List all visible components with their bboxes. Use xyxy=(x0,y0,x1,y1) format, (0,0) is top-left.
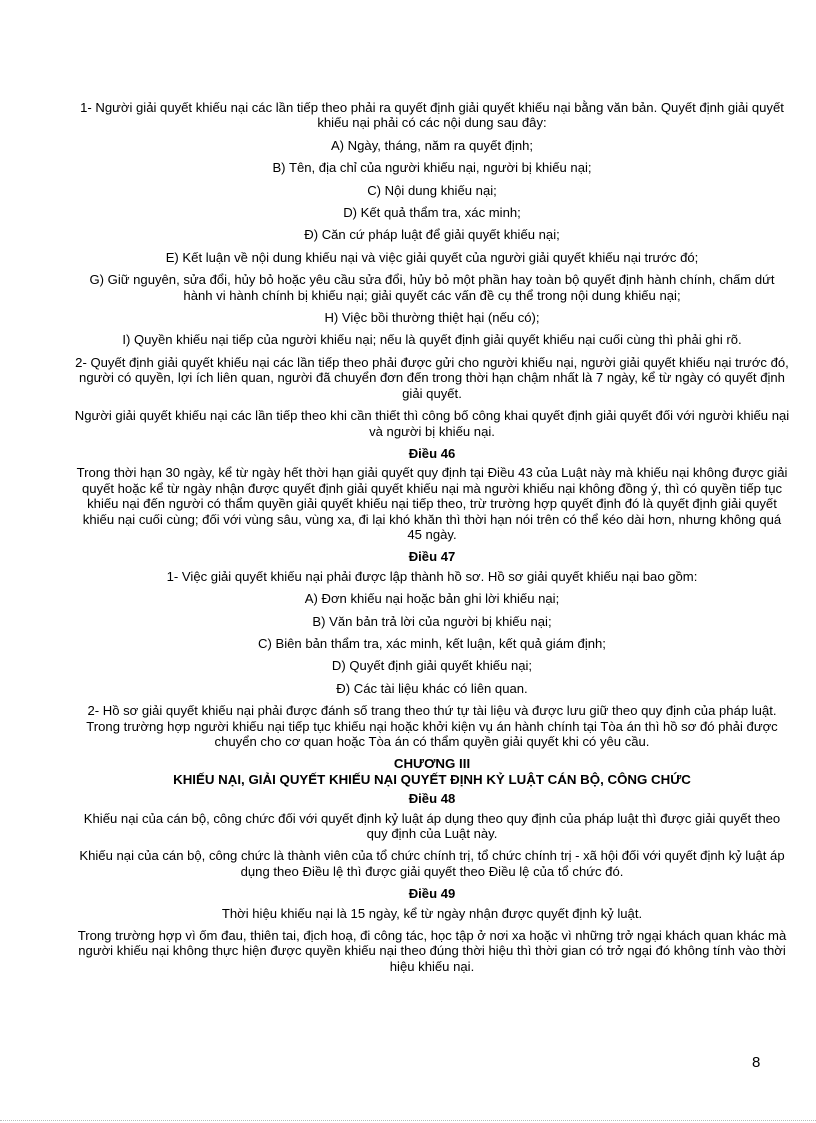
paragraph: 1- Việc giải quyết khiếu nại phải được lập thành hồ sơ. Hồ sơ giải quyết khiếu nại bao gồm: xyxy=(166,568,698,584)
paragraph: A) Ngày, tháng, năm ra quyết định; xyxy=(330,137,534,153)
paragraph: B) Tên, địa chỉ của người khiếu nại, người bị khiếu nại; xyxy=(272,160,592,176)
article-heading: Điều 49 xyxy=(408,886,456,902)
paragraph: Đ) Các tài liệu khác có liên quan. xyxy=(336,680,528,696)
paragraph: E) Kết luận về nội dung khiếu nại và việc giải quyết của người giải quyết khiếu nại trước đó; xyxy=(165,249,699,265)
page-bottom-rule xyxy=(0,1120,816,1121)
paragraph: C) Nội dung khiếu nại; xyxy=(367,182,497,198)
paragraph: A) Đơn khiếu nại hoặc bản ghi lời khiếu nại; xyxy=(304,591,560,607)
paragraph: C) Biên bản thẩm tra, xác minh, kết luận, kết quả giám định; xyxy=(258,635,606,651)
paragraph: Thời hiệu khiếu nại là 15 ngày, kể từ ngày nhận được quyết định kỷ luật. xyxy=(221,905,643,921)
paragraph: Đ) Căn cứ pháp luật để giải quyết khiếu nại; xyxy=(304,227,560,243)
paragraph: Trong thời hạn 30 ngày, kể từ ngày hết thời hạn giải quyết quy định tại Điều 43 của Luật này mà khiếu nại không được giải quyết hoặc kể từ ngày nhận được quyết định giải quyết khiếu nại mà người khiếu nại không đồng ý, thì có quyền tiếp tục khiếu nại đến người có thẩm quyền giải quyết khiếu nại tiếp theo, trừ trường hợp quyết định đó là quyết định giải quyết khiếu nại cuối cùng; đối với vùng sâu, vùng xa, đi lại khó khăn thì thời hạn nói trên có thể kéo dài hơn, nhưng không quá 45 ngày. xyxy=(76,465,788,542)
article-heading: Điều 48 xyxy=(408,791,456,807)
paragraph: I) Quyền khiếu nại tiếp của người khiếu nại; nếu là quyết định giải quyết khiếu nại cuối cùng thì phải ghi rõ. xyxy=(122,332,742,348)
paragraph: 2- Quyết định giải quyết khiếu nại các lần tiếp theo phải được gửi cho người khiếu nại, người giải quyết khiếu nại trước đó, người có quyền, lợi ích liên quan, người đã chuyển đơn đến trong thời hạn chậm nhất là 7 ngày, kể từ ngày có quyết định giải quyết. xyxy=(75,354,789,401)
chapter-heading: CHƯƠNG III xyxy=(393,756,471,772)
article-heading: Điều 47 xyxy=(408,549,456,565)
paragraph: 2- Hồ sơ giải quyết khiếu nại phải được đánh số trang theo thứ tự tài liệu và được lưu giữ theo quy định của pháp luật. Trong trường hợp người khiếu nại tiếp tục khiếu nại hoặc khởi kiện vụ án hành chính tại Tòa án thì hồ sơ đó phải được chuyển cho cơ quan hoặc Tòa án có thẩm quyền giải quyết khi có yêu cầu. xyxy=(86,703,778,749)
document-body xyxy=(74,100,790,981)
paragraph: G) Giữ nguyên, sửa đổi, hủy bỏ hoặc yêu cầu sửa đổi, hủy bỏ một phần hay toàn bộ quyết định hành chính, chấm dứt hành vi hành chính bị khiếu nại; giải quyết các vấn đề cụ thể trong nội dung khiếu nại; xyxy=(89,272,775,303)
page-number: 8 xyxy=(752,1054,761,1071)
paragraph: Trong trường hợp vì ốm đau, thiên tai, địch hoạ, đi công tác, học tập ở nơi xa hoặc vì những trở ngại khách quan khác mà người khiếu nại không thực hiện được quyền khiếu nại theo đúng thời hiệu thì thời gian có trở ngại đó không tính vào thời hiệu khiếu nại. xyxy=(77,928,787,974)
article-heading: Điều 46 xyxy=(408,445,456,461)
chapter-heading: KHIẾU NẠI, GIẢI QUYẾT KHIẾU NẠI QUYẾT ĐỊNH KỶ LUẬT CÁN BỘ, CÔNG CHỨC xyxy=(173,771,691,787)
paragraph: D) Quyết định giải quyết khiếu nại; xyxy=(331,658,533,674)
paragraph: Khiếu nại của cán bộ, công chức là thành viên của tổ chức chính trị, tổ chức chính trị - xã hội đối với quyết định kỷ luật áp dụng theo Điều lệ thì được giải quyết theo Điều lệ của tổ chức đó. xyxy=(79,848,785,879)
paragraph: Khiếu nại của cán bộ, công chức đối với quyết định kỷ luật áp dụng theo quy định của pháp luật thì được giải quyết theo quy định của Luật này. xyxy=(83,810,781,842)
paragraph: D) Kết quả thẩm tra, xác minh; xyxy=(343,205,521,221)
paragraph: 1- Người giải quyết khiếu nại các lần tiếp theo phải ra quyết định giải quyết khiếu nại bằng văn bản. Quyết định giải quyết khiếu nại phải có các nội dung sau đây: xyxy=(80,100,784,131)
paragraph: Người giải quyết khiếu nại các lần tiếp theo khi cần thiết thì công bố công khai quyết định giải quyết đối với người khiếu nại và người bị khiếu nại. xyxy=(74,408,790,439)
paragraph: H) Việc bồi thường thiệt hại (nếu có); xyxy=(324,310,540,326)
paragraph: B) Văn bản trả lời của người bị khiếu nại; xyxy=(312,613,552,629)
